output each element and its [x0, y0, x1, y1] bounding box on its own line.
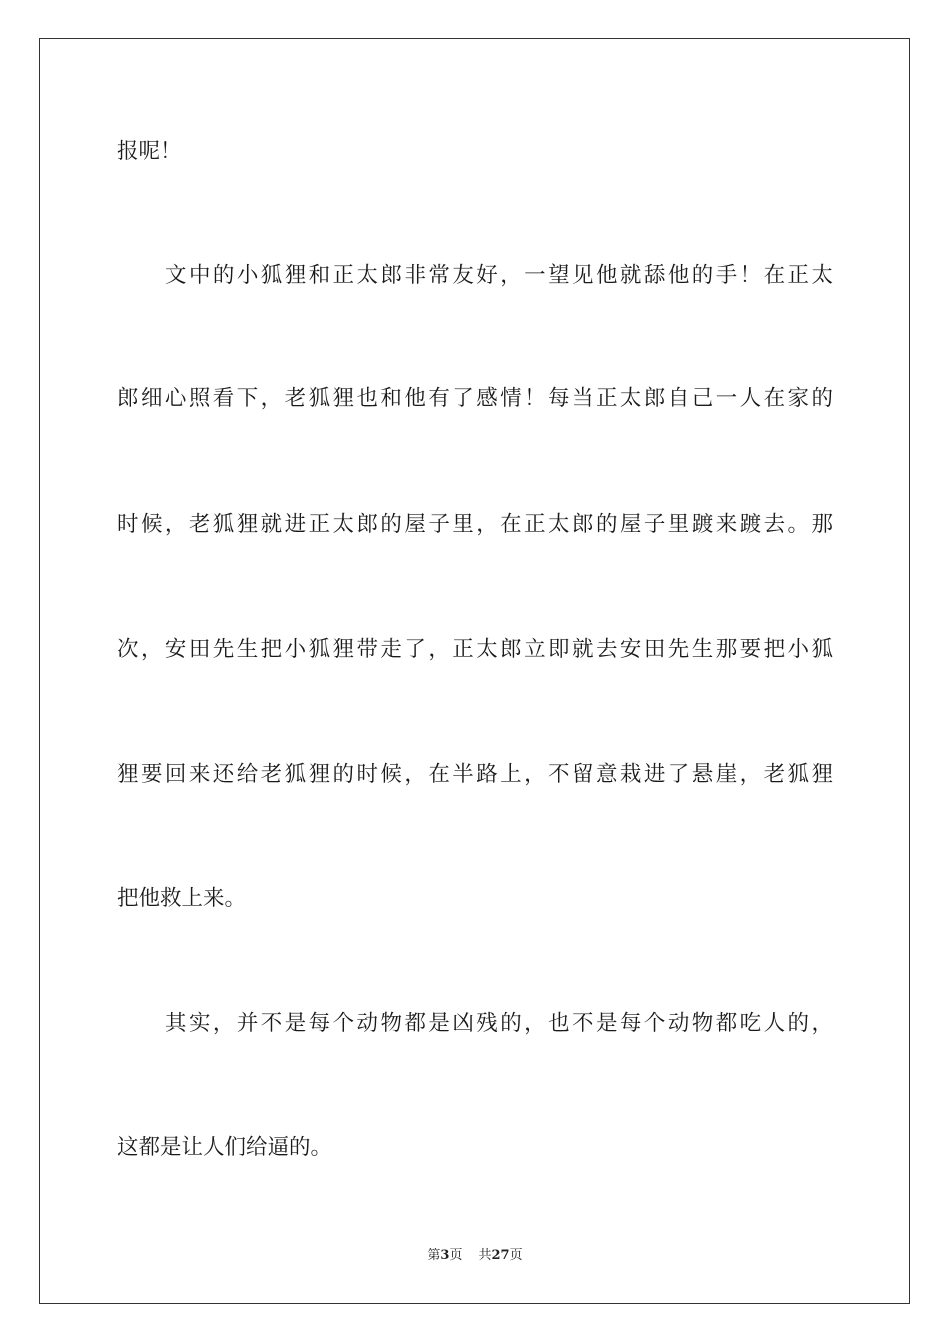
page-number: 3: [440, 1248, 450, 1263]
text-line-6: 狸要回来还给老狐狸的时候，在半路上，不留意栽进了悬崖，老狐狸: [117, 762, 833, 787]
total-suffix: 页: [509, 1248, 523, 1263]
text-line-7: 把他救上来。: [117, 886, 247, 911]
page-border: [39, 38, 910, 1304]
text-line-9: 这都是让人们给逼的。: [117, 1135, 333, 1160]
text-line-5: 次，安田先生把小狐狸带走了，正太郎立即就去安田先生那要把小狐: [117, 637, 833, 662]
text-line-2: 文中的小狐狸和正太郎非常友好，一望见他就舔他的手！在正太: [165, 263, 833, 288]
text-line-1: 报呢！: [117, 139, 182, 164]
total-pages: 27: [491, 1248, 510, 1263]
text-line-4: 时候，老狐狸就进正太郎的屋子里，在正太郎的屋子里踱来踱去。那: [117, 512, 833, 537]
total-prefix: 共: [478, 1248, 492, 1263]
text-line-8: 其实，并不是每个动物都是凶残的，也不是每个动物都吃人的，: [165, 1011, 833, 1036]
text-line-3: 郎细心照看下，老狐狸也和他有了感情！每当正太郎自己一人在家的: [117, 386, 833, 411]
page-suffix: 页: [449, 1248, 463, 1263]
page-prefix: 第: [427, 1248, 441, 1263]
page-footer: [0, 1247, 950, 1265]
